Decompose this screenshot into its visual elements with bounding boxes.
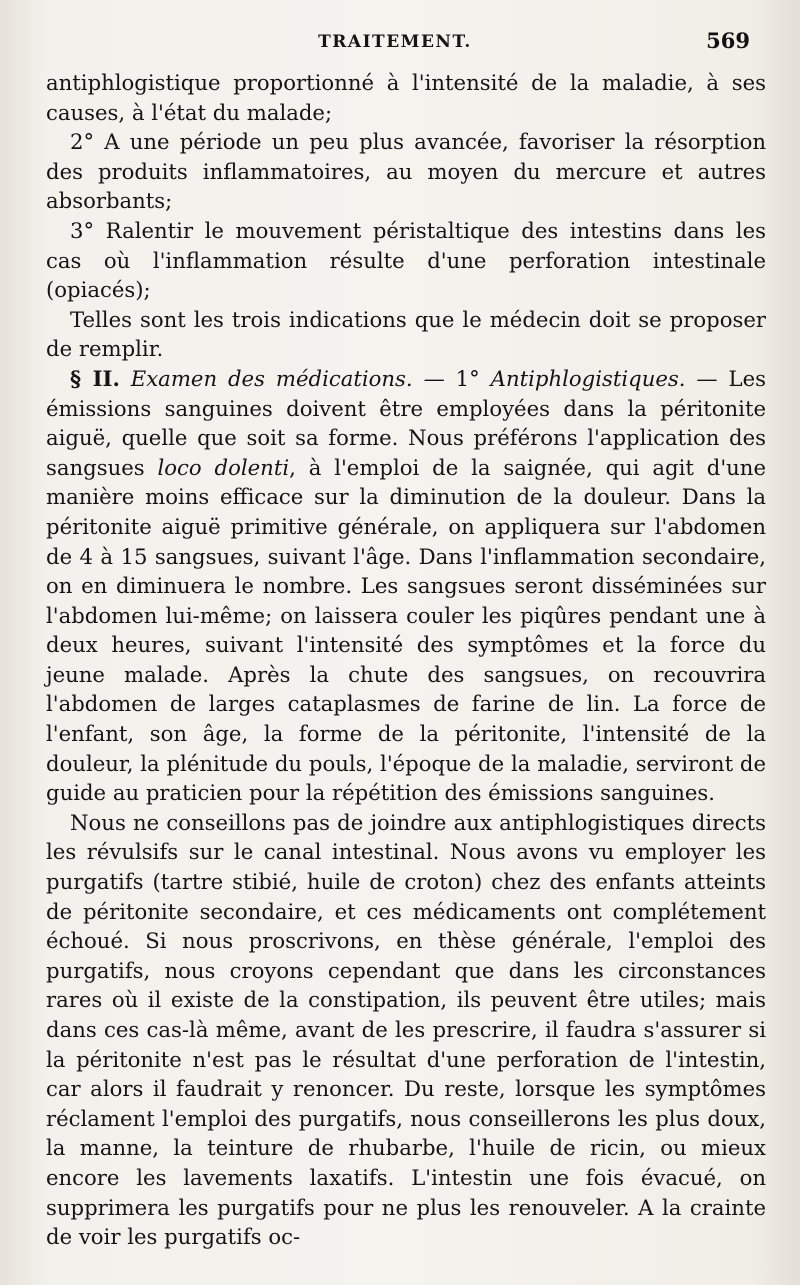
paragraph-section-ii — [46, 364, 766, 808]
paragraph-summary: Telles sont les trois indications que le médecin doit se proposer de remplir. — [46, 306, 766, 362]
paragraph-indication-2: 2° A une période un peu plus avancée, favoriser la résorption des produits inflammatoires, au moyen du mercure et autres absorbants; — [46, 129, 766, 214]
paragraph-indication-3: 3° Ralentir le mouvement péristaltique des intestins dans les cas où l'inflammation résulte d'une perforation intestinale (opiacés); — [46, 217, 766, 303]
section-subtitle: Antiphlogistiques. — [490, 365, 686, 391]
page-header — [40, 28, 750, 62]
section-text-b: , à l'emploi de la saignée, qui agit d'une manière moins efficace sur la diminution de la douleur. Dans la péritonite aiguë primitive générale, on appliquera sur l'abdomen de 4 à 15 sangsues, suivant l'âge. Dans l'inflammation secondaire, on en diminuera le nombre. Les sangsues seront disséminées sur l'abdomen lui-même; on laissera couler les piqûres pendant une à deux heures, suivant l'intensité des symptômes et la force du jeune malade. Après la chute des sangsues, on recouvrira l'abdomen de larges cataplasmes de farine de lin. La force de l'enfant, son âge, la forme de la péritonite, l'intensité de la douleur, la plénitude du pouls, l'époque de la maladie, serviront de guide au praticien pour la répétition des émissions sanguines. — [46, 454, 766, 806]
paragraph-purgatifs: Nous ne conseillons pas de joindre aux antiphlogistiques directs les révulsifs sur le canal intestinal. Nous avons vu employer les purgatifs (tartre stibié, huile de croton) chez des enfants atteints de péritonite secondaire, et ces médicaments ont complétement échoué. Si nous proscrivons, en thèse générale, l'emploi des purgatifs, nous croyons cependant que dans les circonstances rares où il existe de la constipation, ils peuvent être utiles; mais dans ces cas-là même, avant de les prescrire, il faudra s'assurer si la péritonite n'est pas le résultat d'une perforation de l'intestin, car alors il faudrait y renoncer. Du reste, lorsque les symptômes réclament l'emploi des purgatifs, nous conseillerons les plus doux, la manne, la teinture de rhubarbe, l'huile de ricin, ou mieux encore les lavements laxatifs. L'intestin une fois évacué, on supprimera les purgatifs pour ne plus les renouveler. A la crainte de voir les purgatifs oc- — [46, 809, 766, 1250]
section-dash: — 1° — [412, 365, 480, 391]
section-number: § II. — [70, 365, 120, 391]
paragraph-continuation: antiphlogistique proportionné à l'intensité de la maladie, à ses causes, à l'état du malade; — [46, 70, 766, 125]
loco-dolenti: loco dolenti — [157, 454, 290, 480]
section-text-a: — Les émissions sanguines doivent être employées dans la péritonite aiguë, quelle que soit sa forme. Nous préférons l'application des sangsues — [46, 365, 767, 480]
running-head: TRAITEMENT. — [318, 32, 472, 52]
body-text — [46, 68, 766, 1252]
page-number: 569 — [706, 28, 750, 53]
section-title: Examen des médications. — [130, 365, 413, 391]
